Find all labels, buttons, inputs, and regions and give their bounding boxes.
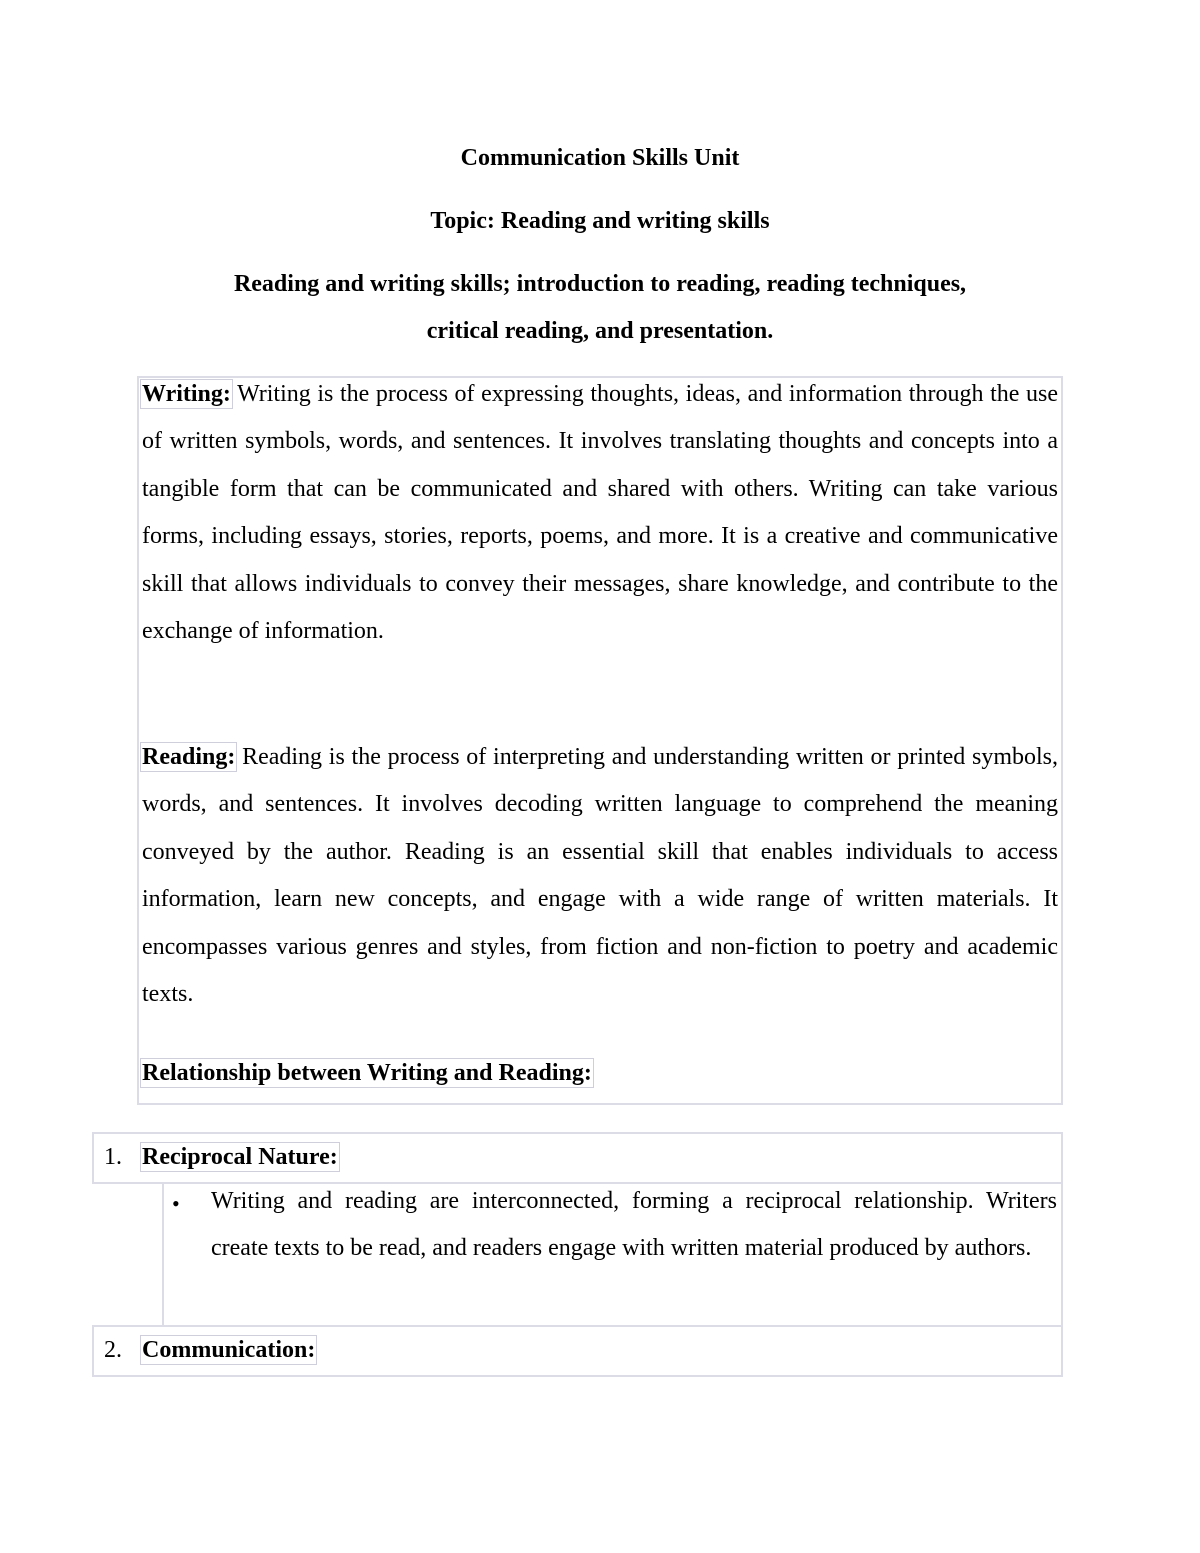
writing-term: Writing: bbox=[142, 381, 231, 407]
writing-paragraph bbox=[142, 371, 1058, 655]
reading-term: Reading: bbox=[142, 744, 236, 770]
subtitle-line-1: Reading and writing skills; introduction to reading, reading techniques, bbox=[233, 271, 967, 297]
document-title: Communication Skills Unit bbox=[460, 145, 740, 171]
list-item-number: 2. bbox=[104, 1337, 122, 1363]
list-item-title bbox=[142, 1138, 338, 1176]
writing-text: Writing is the process of expressing thoughts, ideas, and information through the use of written symbols, words, and sentences. It involves translating thoughts and concepts into a tangible form that can be communicated and shared with others. Writing can take various forms, including essays, stories, reports, poems, and more. It is a creative and communicative skill that allows individuals to convey their messages, share knowledge, and contribute to the exchange of information. bbox=[142, 381, 1058, 645]
reading-text: Reading is the process of interpreting and understanding written or printed symbols, words, and sentences. It involves decoding written language to comprehend the meaning conveyed by the author. Reading is an essential skill that enables individuals to access information, learn new concepts, and engage with a wide range of written materials. It encompasses various genres and styles, from fiction and non-fiction to poetry and academic texts. bbox=[142, 744, 1058, 1008]
subtitle-line-2: critical reading, and presentation. bbox=[426, 318, 774, 344]
relationship-heading: Relationship between Writing and Reading: bbox=[142, 1060, 592, 1086]
reciprocal-nature-title: Reciprocal Nature: bbox=[142, 1144, 338, 1170]
bullet-icon: • bbox=[172, 1191, 180, 1216]
relationship-paragraph bbox=[142, 1050, 1058, 1097]
reading-paragraph bbox=[142, 734, 1058, 1018]
list-item-title bbox=[142, 1331, 315, 1369]
list-item-number: 1. bbox=[104, 1144, 122, 1170]
topic-heading: Topic: Reading and writing skills bbox=[430, 208, 770, 234]
bullet-text: Writing and reading are interconnected, forming a reciprocal relationship. Writers create texts to be read, and readers engage with written material produced by authors. bbox=[211, 1188, 1057, 1262]
communication-title: Communication: bbox=[142, 1337, 316, 1363]
